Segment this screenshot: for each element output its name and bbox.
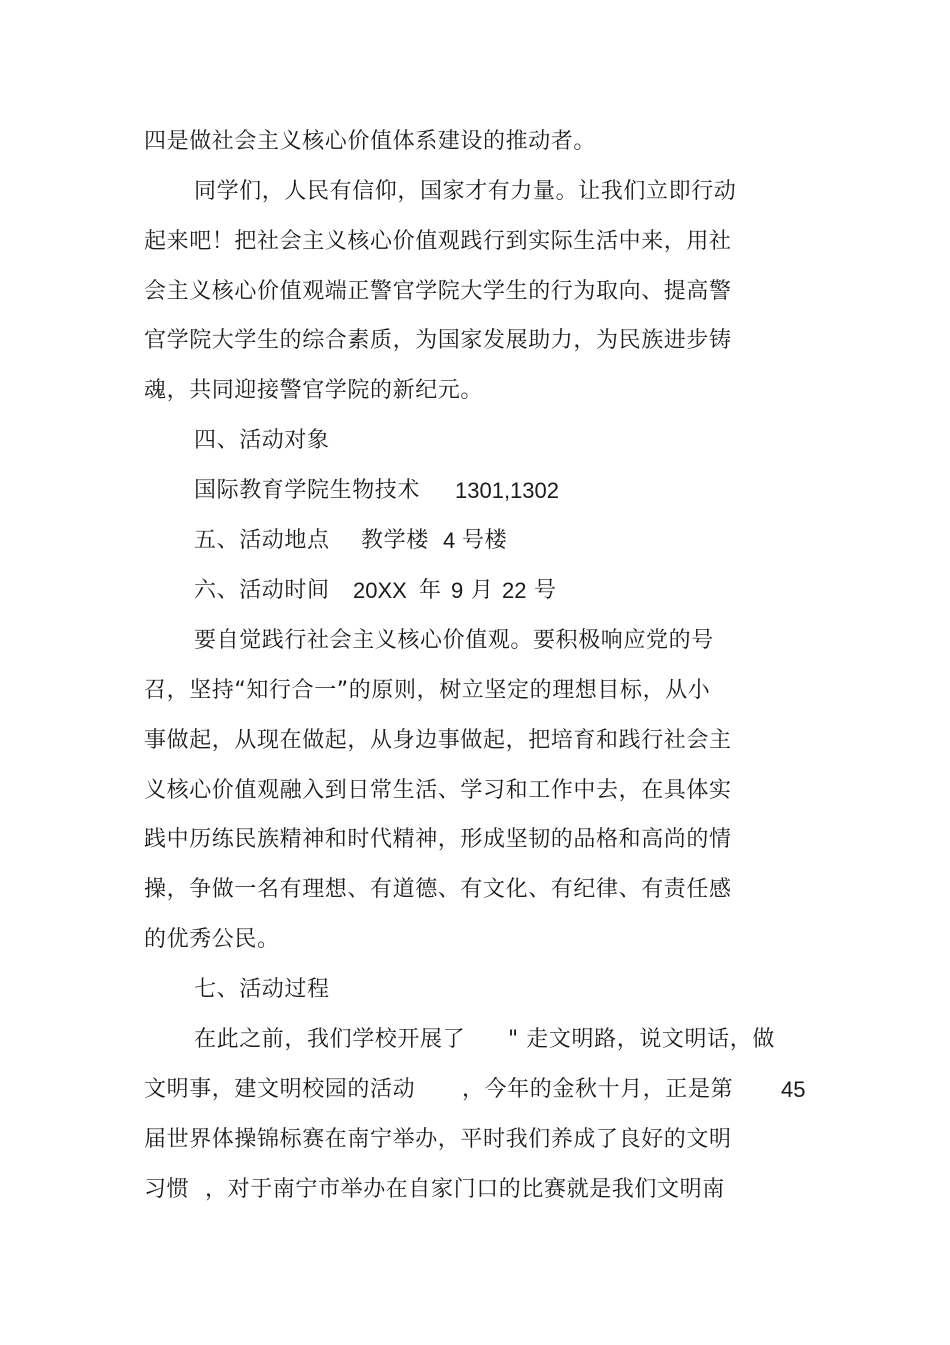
paragraph-line: 会主义核心价值观端正警官学院大学生的行为取向、提高警	[144, 279, 732, 304]
paragraph-line: 文明事，建文明校园的活动	[144, 1077, 416, 1102]
paragraph-line: 事做起，从现在做起，从身边事做起，把培育和践行社会主	[144, 728, 732, 753]
paragraph-line: 起来吧！把社会主义核心价值观践行到实际生活中来，用社	[144, 229, 732, 254]
edition-number: 45	[781, 1077, 806, 1102]
paragraph-line: 义核心价值观融入到日常生活、学习和工作中去，在具体实	[144, 778, 732, 803]
paragraph-line: 的优秀公民。	[144, 927, 280, 952]
paragraph-line: ，对于南宁市举办在自家门口的比赛就是我们文明南	[205, 1177, 725, 1202]
date-year-label: 年	[419, 578, 442, 603]
section-heading: 四、活动对象	[194, 428, 330, 453]
paragraph-line: 召，坚持“知行合一”的原则，树立坚定的理想目标，从小	[144, 678, 711, 703]
paragraph-line: 同学们，人民有信仰，国家才有力量。让我们立即行动	[194, 179, 737, 204]
activity-target: 国际教育学院生物技术	[194, 478, 421, 503]
paragraph-line: 在此之前，我们学校开展了	[194, 1027, 466, 1052]
date-day-label: 号	[534, 578, 557, 603]
paragraph-line: 四是做社会主义核心价值体系建设的推动者。	[144, 129, 597, 154]
date-day: 22	[502, 578, 527, 603]
class-ids: 1301,1302	[455, 478, 559, 503]
building-number: 4	[443, 528, 456, 553]
location-suffix: 号楼	[462, 528, 508, 553]
date-month: 9	[451, 578, 464, 603]
paragraph-line: 要自觉践行社会主义核心价值观。要积极响应党的号	[194, 628, 714, 653]
date-year: 20XX	[353, 578, 407, 603]
paragraph-line: ，今年的金秋十月，正是第	[462, 1077, 734, 1102]
paragraph-line: 操，争做一名有理想、有道德、有文化、有纪律、有责任感	[144, 877, 732, 902]
paragraph-line: " 走文明路，说文明话，做	[508, 1027, 775, 1052]
paragraph-line: 践中历练民族精神和时代精神，形成坚韧的品格和高尚的情	[144, 827, 732, 852]
paragraph-line: 习惯	[144, 1177, 190, 1202]
section-heading: 七、活动过程	[194, 977, 330, 1002]
location-building: 教学楼	[361, 528, 429, 553]
paragraph-line: 官学院大学生的综合素质，为国家发展助力，为民族进步铸	[144, 328, 732, 353]
section-heading: 六、活动时间	[194, 578, 330, 603]
paragraph-line: 魂，共同迎接警官学院的新纪元。	[144, 378, 484, 403]
paragraph-line: 届世界体操锦标赛在南宁举办，平时我们养成了良好的文明	[144, 1127, 732, 1152]
section-heading: 五、活动地点	[194, 528, 330, 553]
date-month-label: 月	[471, 578, 494, 603]
